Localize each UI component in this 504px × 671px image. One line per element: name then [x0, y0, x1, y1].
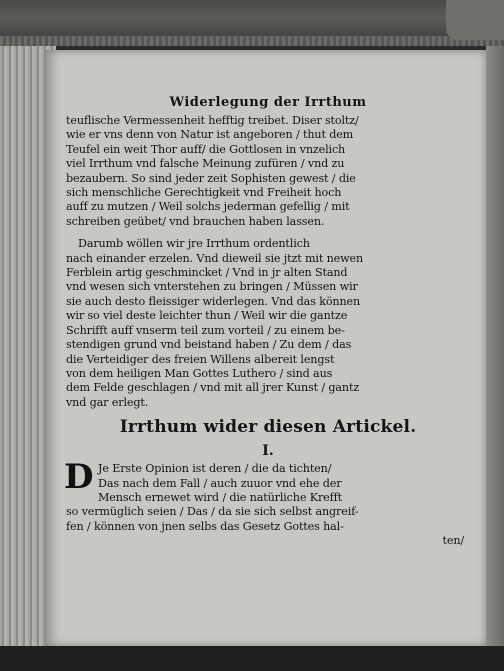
- paragraph-2: [66, 237, 470, 410]
- text-line: fen / können von jnen selbs das Gesetz Gottes hal-: [66, 519, 344, 533]
- text-line: so vermüglich seien / Das / da sie sich selbst angreif-: [66, 505, 359, 519]
- text-line: Je Erste Opinion ist deren / die da tichten/: [98, 462, 332, 476]
- text-line: nach einander erzelen. Vnd dieweil sie jtzt mit newen: [66, 251, 364, 265]
- paragraph-1: [66, 114, 470, 229]
- paragraph-3: [64, 457, 470, 548]
- section-heading: Irrthum wider diesen Artickel.: [119, 417, 417, 438]
- page-text: [66, 92, 470, 549]
- page-stack-top: [0, 36, 504, 46]
- scan-background: [0, 646, 504, 671]
- text-line: viel Irrthum vnd falsche Meinung zufüren / vnd zu: [66, 157, 345, 171]
- text-line: stendigen grund vnd beistand haben / Zu dem / das: [66, 338, 352, 352]
- book-right-edge: [486, 46, 504, 646]
- text-line: sie auch desto fleissiger widerlegen. Vnd das können: [66, 294, 361, 308]
- decorated-initial: D: [64, 457, 94, 498]
- text-line: die Verteidiger des freien Willens albereit lengst: [66, 352, 335, 366]
- text-line: schreiben geübet/ vnd brauchen haben lassen.: [66, 214, 325, 228]
- catchword: ten/: [442, 534, 464, 548]
- section-numeral: I.: [262, 443, 274, 460]
- text-line: Das nach dem Fall / auch zuuor vnd ehe der: [98, 476, 342, 490]
- text-line: wie er vns denn von Natur ist angeboren / thut dem: [66, 128, 354, 142]
- text-line: Ferblein artig geschmincket / Vnd in jr alten Stand: [66, 266, 348, 280]
- text-line: vnd wesen sich vnterstehen zu bringen / Müssen wir: [66, 280, 358, 294]
- book-top-edge: [0, 0, 504, 46]
- text-line: teuflische Vermessenheit hefftig treibet. Diser stoltz/: [66, 114, 359, 127]
- text-line: dem Felde geschlagen / vnd mit all jrer Kunst / gantz: [66, 381, 360, 395]
- book-clip: [446, 0, 504, 40]
- text-line: Teufel ein weit Thor auff/ die Gottlosen in vnzelich: [66, 142, 346, 156]
- text-line: sich menschliche Gerechtigkeit vnd Freiheit hoch: [66, 186, 342, 200]
- text-line: vnd gar erlegt.: [66, 395, 149, 409]
- running-header: Widerlegung der Irrthum: [169, 95, 367, 110]
- text-line: Darumb wöllen wir jre Irrthum ordentlich: [78, 237, 310, 251]
- text-line: Schrifft auff vnserm teil zum vorteil / zu einem be-: [66, 323, 345, 337]
- text-line: wir so viel deste leichter thun / Weil wir die gantze: [66, 309, 348, 323]
- text-line: von dem heiligen Man Gottes Luthero / sind aus: [66, 366, 333, 380]
- text-line: Mensch ernewet wird / die natürliche Krefft: [98, 490, 342, 504]
- text-line: bezaubern. So sind jeder zeit Sophisten gewest / die: [66, 171, 356, 185]
- text-line: auff zu mutzen / Weil solchs jederman gefellig / mit: [66, 200, 350, 214]
